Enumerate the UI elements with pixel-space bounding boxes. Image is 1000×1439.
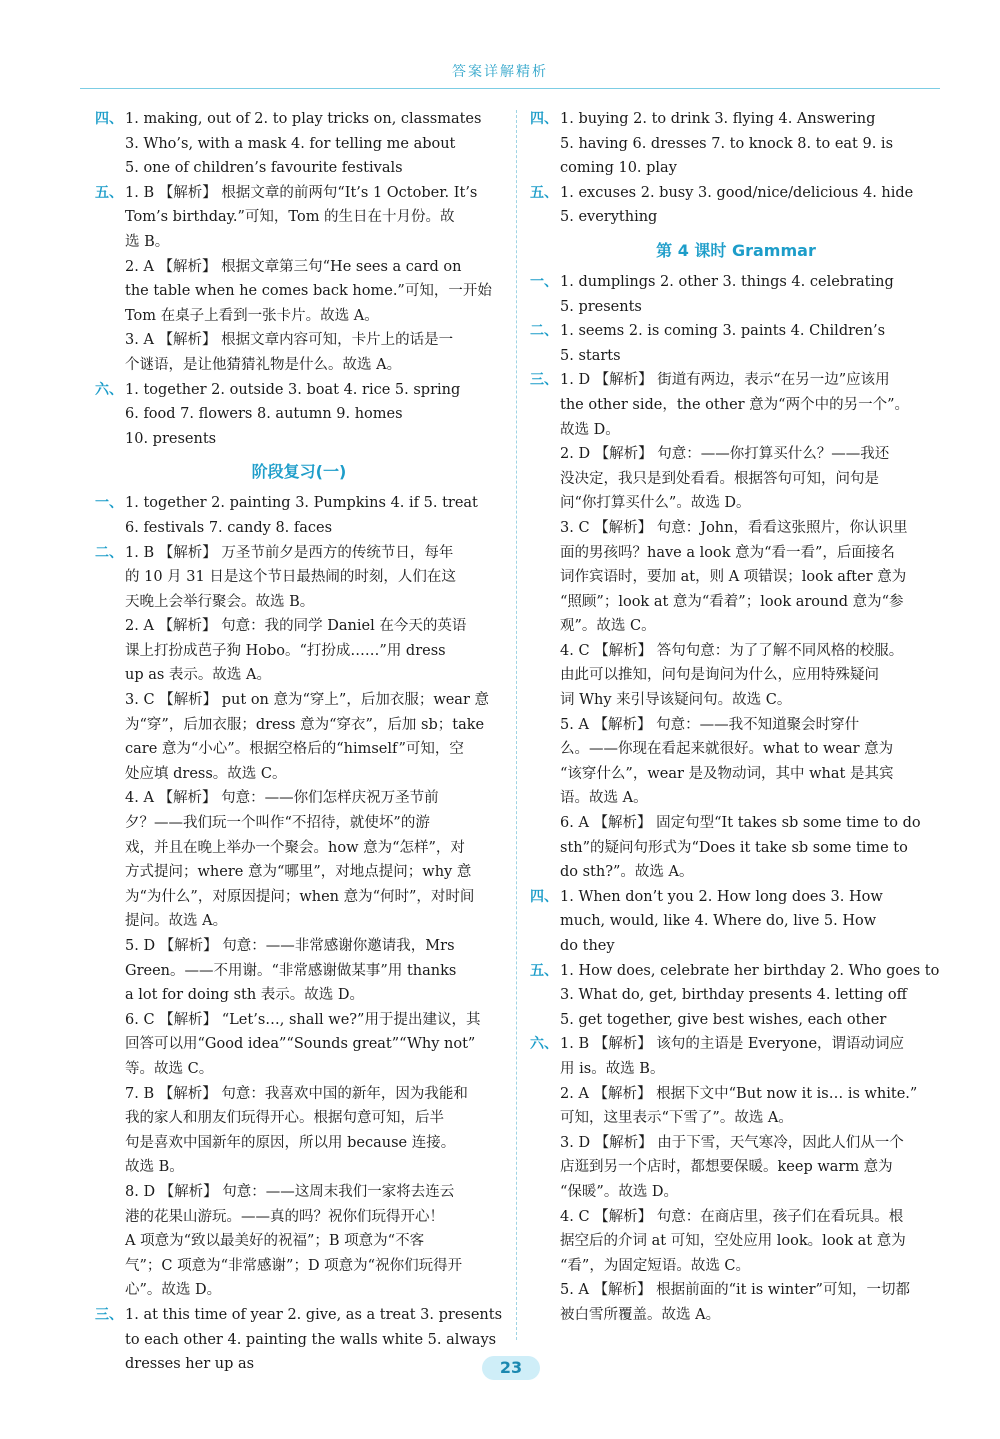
answer-item	[560, 1131, 942, 1205]
answer-item	[125, 1180, 503, 1303]
answer-line: 面的男孩吗？have a look 意为“看一看”，后面接名	[560, 544, 895, 561]
answer-section-g4	[530, 885, 942, 959]
answer-line: 为“为什么”，对原因提问；when 意为“何时”，对时间	[125, 888, 475, 905]
answer-line: 1. B 【解析】 根据文章的前两句“It’s 1 October. It’s	[125, 184, 478, 201]
section-marker: 六、	[95, 381, 123, 398]
answer-line: 我的家人和朋友们玩得开心。根据句意可知，后半	[125, 1110, 444, 1127]
answer-line: to each other 4. painting the walls white 5. always	[125, 1331, 497, 1348]
answer-line: 故选 B。	[125, 1159, 184, 1176]
answer-line: 语。故选 A。	[560, 790, 648, 807]
answer-line: 7. B 【解析】 句意：我喜欢中国的新年，因为我能和	[125, 1085, 468, 1102]
answer-line: 5. one of children’s favourite festivals	[125, 160, 403, 177]
answer-line: 等。故选 C。	[125, 1060, 214, 1077]
answer-line: 戏，并且在晚上举办一个聚会。how 意为“怎样”，对	[125, 839, 465, 856]
answer-line: 10. presents	[125, 430, 217, 447]
answer-line: a lot for doing sth 表示。故选 D。	[125, 987, 365, 1004]
answer-line: 5. get together, give best wishes, each other	[560, 1011, 887, 1028]
answer-line: 天晚上会举行聚会。故选 B。	[125, 593, 315, 610]
page-header-title: 答案详解精析	[452, 64, 548, 80]
answer-line: 5. having 6. dresses 7. to knock 8. to eat 9. is	[560, 135, 894, 152]
answer-item	[560, 811, 942, 885]
answer-line: 被白雪所覆盖。故选 A。	[560, 1306, 721, 1323]
answer-line: 5. everything	[560, 209, 658, 226]
answer-line: the other side，the other 意为“两个中的另一个”。	[560, 396, 910, 413]
answer-line: 据空后的介词 at 可知，空处应用 look。look at 意为	[560, 1233, 906, 1250]
lesson-title: 第 4 课时 Grammar	[656, 240, 816, 260]
answer-item	[125, 688, 503, 786]
answer-line: 5. presents	[560, 298, 642, 315]
answer-item	[125, 934, 503, 1008]
answer-item	[125, 786, 503, 934]
answer-line: 1. together 2. outside 3. boat 4. rice 5. spring	[125, 381, 461, 398]
answer-section-g1	[530, 270, 942, 319]
answer-line: the table when he comes back home.”可知，一开始	[125, 283, 492, 300]
section-marker: 五、	[530, 962, 558, 979]
answer-line: 4. A 【解析】 句意：——你们怎样庆祝万圣节前	[125, 790, 439, 807]
answer-item	[125, 181, 503, 255]
answer-line: Green。——不用谢。“非常感谢做某事”用 thanks	[125, 962, 457, 979]
answer-item	[560, 639, 942, 713]
answer-line: 2. D 【解析】 句意：——你打算买什么？——我还	[560, 446, 890, 463]
answer-line: 1. dumplings 2. other 3. things 4. celebrating	[560, 273, 894, 290]
answer-line: 4. C 【解析】 答句句意：为了了解不同风格的校服。	[560, 642, 904, 659]
answer-section-r3	[95, 1303, 503, 1377]
answer-line: 为“穿”，后加衣服；dress 意为“穿衣”，后加 sb；take	[125, 716, 485, 733]
answer-line: “该穿什么”，wear 是及物动词，其中 what 是其宾	[560, 765, 894, 782]
column-divider	[516, 110, 517, 1340]
header-rule	[80, 88, 940, 89]
answer-line: 6. food 7. flowers 8. autumn 9. homes	[125, 406, 403, 423]
section-marker: 四、	[95, 111, 123, 127]
right-column	[530, 107, 942, 1328]
answer-item	[560, 1032, 942, 1081]
answer-line: 方式提问；where 意为“哪里”，对地点提问；why 意	[125, 864, 472, 881]
answer-item	[560, 516, 942, 639]
answer-line: 句是喜欢中国新年的原因，所以用 because 连接。	[125, 1134, 456, 1151]
answer-line: 夕？——我们玩一个叫作“不招待，就使坏”的游	[125, 815, 430, 832]
answer-section-s4	[95, 107, 503, 181]
answer-line: up as 表示。故选 A。	[125, 667, 272, 684]
answer-section-r1	[95, 491, 503, 540]
answer-line: 观”。故选 C。	[560, 618, 656, 635]
answer-line: 1. B 【解析】 该句的主语是 Everyone，谓语动词应	[560, 1036, 905, 1053]
answer-item	[125, 614, 503, 688]
answer-line: 个谜语，是让他猜猜礼物是什么。故选 A。	[125, 356, 402, 373]
left-column	[95, 107, 503, 1377]
answer-line: 6. C 【解析】 “Let’s…, shall we?”用于提出建议，其	[125, 1011, 481, 1028]
answer-line: 2. A 【解析】 根据文章第三句“He sees a card on	[125, 258, 462, 275]
answer-line: 1. D 【解析】 街道有两边，表示“在另一边”应该用	[560, 372, 890, 389]
answer-line: 1. at this time of year 2. give, as a treat 3. presents	[125, 1306, 503, 1323]
section-marker: 五、	[530, 184, 558, 201]
answer-line: 没决定，我只是到处看看。根据答句可知，问句是	[560, 470, 879, 487]
answer-line: 1. excuses 2. busy 3. good/nice/delicious 4. hide	[560, 184, 914, 201]
answer-line: Tom 在桌子上看到一张卡片。故选 A。	[125, 307, 379, 324]
answer-line: much, would, like 4. Where do, live 5. How	[560, 913, 877, 930]
answer-line: 5. A 【解析】 句意：——我不知道聚会时穿什	[560, 716, 860, 733]
section-marker: 六、	[530, 1036, 558, 1053]
section-marker: 一、	[530, 273, 558, 290]
answer-line: do sth?”。故选 A。	[560, 864, 694, 881]
answer-line: 词 Why 来引导该疑问句。故选 C。	[560, 692, 792, 709]
answer-line: 3. D 【解析】 由于下雪，天气寒冷，因此人们从一个	[560, 1134, 904, 1151]
answer-line: 3. C 【解析】 put on 意为“穿上”，后加衣服；wear 意	[125, 692, 489, 709]
answer-line: 用 is。故选 B。	[560, 1060, 665, 1077]
answer-section-g6	[530, 1032, 942, 1327]
answer-line: 6. festivals 7. candy 8. faces	[125, 519, 333, 536]
answer-line: 2. A 【解析】 根据下文中“But now it is… is white.”	[560, 1085, 918, 1102]
answer-line: 1. How does, celebrate her birthday 2. Who goes to	[560, 962, 940, 979]
answer-line: care 意为“小心”。根据空格后的“himself”可知，空	[125, 741, 464, 758]
answer-line: 气”；C 项意为“非常感谢”；D 项意为“祝你们玩得开	[125, 1257, 463, 1274]
answer-line: 5. A 【解析】 根据前面的“it is winter”可知，一切都	[560, 1282, 910, 1299]
answer-line: 2. A 【解析】 句意：我的同学 Daniel 在今天的英语	[125, 618, 467, 635]
answer-section-g5	[530, 959, 942, 1033]
answer-line: 回答可以用“Good idea”“Sounds great”“Why not”	[125, 1036, 476, 1053]
answer-line: 选 B。	[125, 233, 170, 250]
section-marker: 四、	[530, 888, 558, 905]
section-marker: 四、	[530, 111, 558, 127]
answer-line: 6. A 【解析】 固定句型“It takes sb some time to do	[560, 815, 921, 832]
answer-line: 5. starts	[560, 347, 621, 364]
answer-section-g2	[530, 319, 942, 368]
answer-item	[125, 255, 503, 329]
answer-line: coming 10. play	[560, 160, 677, 177]
answer-item	[560, 1082, 942, 1131]
answer-line: 故选 D。	[560, 421, 620, 438]
answer-section-g3	[530, 368, 942, 884]
answer-line: 1. B 【解析】 万圣节前夕是西方的传统节日，每年	[125, 544, 454, 561]
answer-line: 问“你打算买什么”。故选 D。	[560, 495, 751, 512]
answer-line: A 项意为“致以最美好的祝福”；B 项意为“不客	[125, 1233, 425, 1250]
answer-line: 港的花果山游玩。——真的吗？祝你们玩得开心！	[125, 1208, 444, 1225]
answer-line: 词作宾语时，要加 at，则 A 项错误；look after 意为	[560, 569, 907, 586]
answer-item	[560, 713, 942, 811]
answer-line: 1. When don’t you 2. How long does 3. How	[560, 888, 883, 905]
answer-line: Tom’s birthday.”可知，Tom 的生日在十月份。故	[125, 209, 455, 226]
answer-line: 店逛到另一个店时，都想要保暖。keep warm 意为	[560, 1159, 893, 1176]
answer-line: sth”的疑问句形式为“Does it take sb some time to	[560, 839, 908, 856]
answer-line: 提问。故选 A。	[125, 913, 228, 930]
answer-section-s5	[95, 181, 503, 378]
section-marker: 三、	[530, 372, 558, 389]
answer-line: 可知，这里表示“下雪了”。故选 A。	[560, 1110, 793, 1127]
answer-line: 1. together 2. painting 3. Pumpkins 4. if 5. treat	[125, 495, 478, 512]
answer-line: 的 10 月 31 日是这个节日最热闹的时刻，人们在这	[125, 569, 456, 586]
answer-line: “看”，为固定短语。故选 C。	[560, 1257, 751, 1274]
answer-line: 由此可以推知，问句是询问为什么，应用特殊疑问	[560, 667, 879, 684]
answer-line: 处应填 dress。故选 C。	[125, 765, 287, 782]
answer-line: 1. buying 2. to drink 3. flying 4. Answering	[560, 111, 876, 127]
answer-item	[125, 328, 503, 377]
section-marker: 五、	[95, 184, 123, 201]
answer-line: dresses her up as	[125, 1356, 255, 1373]
answer-line: 8. D 【解析】 句意：——这周末我们一家将去连云	[125, 1183, 455, 1200]
answer-item	[125, 1008, 503, 1082]
section-marker: 二、	[530, 323, 558, 340]
section-marker: 一、	[95, 495, 123, 512]
answer-line: 3. C 【解析】 句意：John，看看这张照片，你认识里	[560, 519, 908, 536]
answer-section-s6	[95, 378, 503, 452]
answer-line: do they	[560, 938, 615, 954]
answer-line: 5. D 【解析】 句意：——非常感谢你邀请我，Mrs	[125, 938, 455, 954]
answer-line: 3. Who’s, with a mask 4. for telling me about	[125, 135, 456, 152]
answer-line: “照顾”；look at 意为“看着”；look around 意为“参	[560, 593, 904, 610]
answer-line: 3. A 【解析】 根据文章内容可知，卡片上的话是一	[125, 332, 454, 349]
answer-line: 4. C 【解析】 句意：在商店里，孩子们在看玩具。根	[560, 1208, 904, 1225]
answer-item	[560, 1205, 942, 1279]
page-number: 23	[482, 1356, 540, 1380]
answer-item	[560, 1278, 942, 1327]
answer-section-s4	[530, 107, 942, 181]
answer-item	[125, 1082, 503, 1180]
answer-line: 么。——你现在看起来就很好。what to wear 意为	[560, 741, 894, 758]
answer-line: 3. What do, get, birthday presents 4. letting off	[560, 987, 907, 1004]
section-marker: 三、	[95, 1306, 123, 1323]
answer-line: 课上打扮成芭子狗 Hobo。“打扮成……”用 dress	[125, 642, 446, 659]
answer-section-r2	[95, 541, 503, 1303]
answer-line: 1. making, out of 2. to play tricks on, classmates	[125, 111, 482, 127]
answer-line: 1. seems 2. is coming 3. paints 4. Children’s	[560, 323, 886, 340]
answer-line: 心”。故选 D。	[125, 1282, 222, 1299]
answer-section-s5	[530, 181, 942, 230]
section-marker: 二、	[95, 544, 123, 561]
answer-item	[560, 368, 942, 442]
answer-item	[125, 541, 503, 615]
review-title: 阶段复习(一)	[251, 462, 347, 482]
answer-item	[560, 442, 942, 516]
answer-line: “保暖”。故选 D。	[560, 1183, 679, 1200]
